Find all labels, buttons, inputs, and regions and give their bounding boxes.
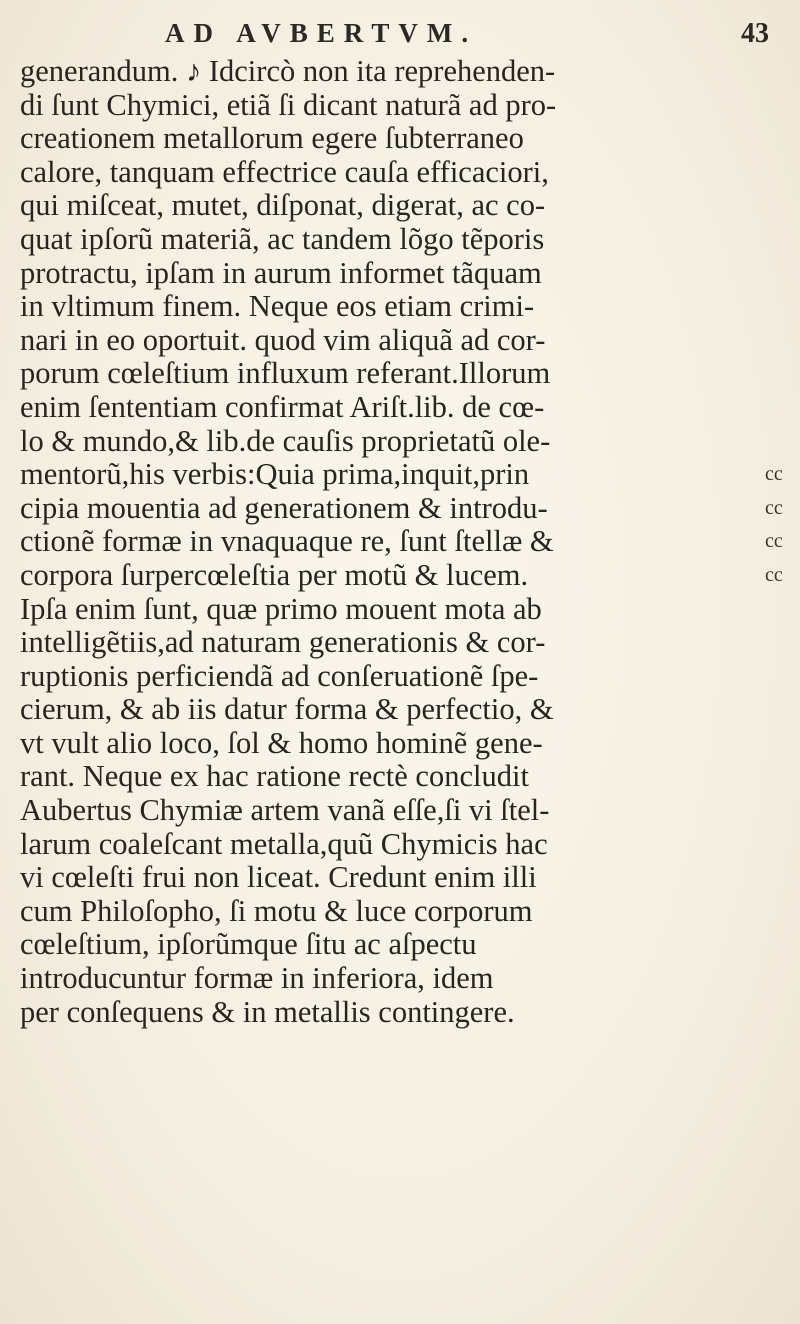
quotation-margin-mark: cc — [765, 530, 783, 553]
text-line — [20, 693, 780, 727]
line-text: qui miſceat, mutet, diſponat, digerat, ac co- — [20, 188, 546, 223]
text-line — [20, 895, 780, 929]
text-line — [20, 760, 780, 794]
running-head: AD AVBERTVM. — [165, 18, 478, 48]
text-line — [20, 257, 780, 291]
line-text: quat ipſorũ materiã, ac tandem lõgo tẽporis — [20, 221, 545, 256]
line-text: calore, tanquam effectrice cauſa efficaciori, — [20, 154, 549, 189]
text-line — [20, 156, 780, 190]
text-line — [20, 928, 780, 962]
line-text: intelligẽtiis,ad naturam generationis & cor- — [20, 625, 546, 660]
line-text: ctionẽ formæ in vnaquaque re, ſunt ſtellæ & — [20, 524, 554, 559]
text-line — [20, 660, 780, 694]
text-line — [20, 557, 783, 593]
text-line — [20, 223, 780, 257]
line-text: in vltimum finem. Neque eos etiam crimi- — [20, 289, 535, 324]
line-text: generandum. ♪ Idcircò non ita reprehenden- — [20, 54, 556, 88]
line-text: nari in eo oportuit. quod vim aliquã ad cor- — [20, 322, 546, 357]
text-line — [20, 794, 780, 828]
text-line — [20, 490, 783, 526]
body-text — [20, 54, 783, 1029]
line-text: lo & mundo,& lib.de cauſis proprietatũ ole- — [20, 423, 551, 458]
quotation-margin-mark: cc — [765, 496, 783, 519]
line-text: cierum, & ab iis datur forma & perfectio, & — [20, 692, 554, 727]
quotation-margin-mark: cc — [765, 463, 783, 486]
text-line — [20, 290, 780, 324]
line-text: cœleſtium, ipſorũmque ſitu ac aſpectu — [20, 927, 477, 962]
line-text: introducuntur formæ in inferiora, idem — [20, 961, 494, 996]
page-number: 43 — [741, 18, 769, 49]
text-line — [20, 962, 780, 996]
line-text: mentorũ,his verbis:Quia prima,inquit,prin — [20, 457, 530, 492]
text-line — [20, 727, 780, 761]
text-line — [20, 122, 780, 156]
quotation-margin-mark: cc — [765, 563, 783, 586]
text-line — [20, 996, 780, 1030]
text-line — [20, 189, 780, 223]
line-text: di ſunt Chymici, etiã ſi dicant naturã ad pro- — [20, 87, 557, 122]
line-text: per conſequens & in metallis contingere. — [20, 994, 515, 1029]
text-line — [20, 593, 780, 627]
line-text: vi cœleſti frui non liceat. Credunt enim illi — [20, 860, 537, 895]
text-line — [20, 89, 780, 123]
text-line — [20, 626, 780, 660]
line-text: rant. Neque ex hac ratione rectè concludit — [20, 759, 529, 794]
line-text: corpora ſurpercœleſtia per motũ & lucem. — [20, 557, 529, 592]
line-text: larum coaleſcant metalla,quũ Chymicis hac — [20, 826, 548, 861]
text-line — [20, 357, 780, 391]
line-text: creationem metallorum egere ſubterraneo — [20, 121, 524, 156]
text-line — [20, 391, 780, 425]
line-text: Aubertus Chymiæ artem vanã eſſe,ſi vi ſtel- — [20, 793, 550, 828]
line-text: protractu, ipſam in aurum informet tãquam — [20, 255, 542, 290]
line-text: porum cœleſtium influxum referant.Illorum — [20, 356, 551, 391]
line-text: cipia mouentia ad generationem & introdu- — [20, 490, 548, 525]
text-line — [20, 55, 780, 89]
text-line — [20, 828, 780, 862]
text-line — [20, 524, 783, 559]
text-line — [20, 324, 780, 358]
line-text: cum Philoſopho, ſi motu & luce corporum — [20, 893, 533, 928]
line-text: Ipſa enim ſunt, quæ primo mouent mota ab — [20, 591, 542, 626]
line-text: enim ſententiam confirmat Ariſt.lib. de cœ- — [20, 389, 545, 424]
text-line — [20, 861, 780, 895]
text-line — [20, 425, 780, 459]
text-line — [20, 457, 783, 492]
line-text: ruptionis perficiendã ad conſeruationẽ ſpe- — [20, 658, 539, 693]
line-text: vt vult alio loco, ſol & homo hominẽ gene- — [20, 725, 543, 760]
